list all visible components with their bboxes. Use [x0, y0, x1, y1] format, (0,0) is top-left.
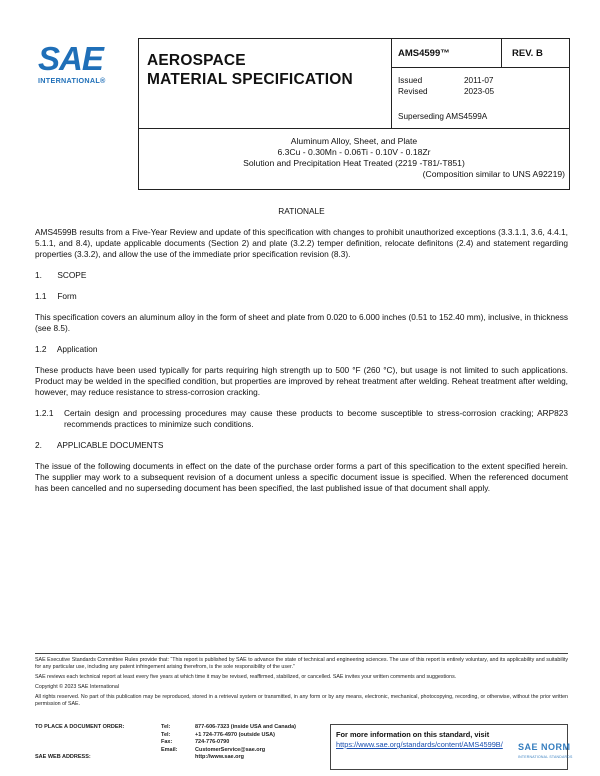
order-contact-block: [35, 724, 325, 762]
section-title: Form: [57, 291, 77, 301]
section-application-heading: [35, 344, 568, 355]
header-title-cell: [139, 39, 392, 129]
section-title: APPLICABLE DOCUMENTS: [56, 440, 164, 450]
watermark-text: SAE NORM: [518, 742, 571, 752]
section-number: 1.2: [35, 344, 47, 354]
section-121-text: Certain design and processing procedures may cause these products to become susceptible to stress-corrosion cracking; ARP823 recommends practices to minimize such conditions.: [64, 408, 568, 429]
issued-label: Issued: [398, 76, 423, 85]
tel2-value: +1 724-776-4970 (outside USA): [195, 731, 275, 738]
email-label: Email:: [161, 746, 178, 753]
section-title: Application: [56, 344, 98, 354]
issued-value: 2011-07: [464, 76, 494, 85]
section-title: SCOPE: [57, 270, 87, 280]
subject-line: 6.3Cu - 0.30Mn - 0.06Ti - 0.10V - 0.18Zr: [277, 147, 431, 157]
application-paragraph: These products have been used typically for parts requiring high strength up to 500 °F (260 °C), but usage is not limited to such applications. Product may be welded in the specified condition, but properties are improved by reheat treatment after welding. Reheat treatment after welding, however, may reduce resistance to stress-corrosion cracking.: [35, 365, 568, 397]
tel-value: 877-606-7323 (inside USA and Canada): [195, 724, 296, 730]
section-number: 1.2.1: [35, 408, 54, 418]
rationale-paragraph: AMS4599B results from a Five-Year Review and update of this specification with changes to prohibit unauthorized exceptions (3.3.1.1, 3.6, 4.4.1, 5.1.1, and 8.4), update applicable documents (Section 2) and plate (3.2.2) temper definition, relocate definitons (2.4) and statement regarding properties (3.3.2), and allow the use of the immediate prior specification revision (8.3).: [35, 227, 568, 259]
header-dates-cell: [392, 68, 569, 129]
document-body: [35, 206, 568, 504]
web-value[interactable]: http://www.sae.org: [195, 754, 244, 761]
watermark-subtext: INTERNATIONAL STANDARDS: [518, 755, 573, 759]
order-label: TO PLACE A DOCUMENT ORDER:: [35, 724, 125, 730]
footer-divider: [35, 653, 568, 654]
subject-line: Aluminum Alloy, Sheet, and Plate: [290, 136, 418, 146]
fine-print-review: SAE reviews each technical report at least every five years at which time it may be revised, reaffirmed, stabilized, or cancelled. SAE invites your written comments and suggestions.: [35, 674, 457, 680]
section-scope-heading: [35, 270, 568, 281]
applicable-documents-paragraph: The issue of the following documents in effect on the date of the purchase order forms a part of this specification to the extent specified herein. The supplier may work to a subsequent revision of a document unless a specific document issue is specified. When the referenced document has been cancelled and no superseding document has been specified, the last published issue of that document shall apply.: [35, 461, 568, 493]
footer-fine-print: [35, 657, 568, 711]
section-121: [35, 408, 568, 430]
header-title-line2: MATERIAL SPECIFICATION: [147, 71, 353, 88]
header-title-line1: AEROSPACE: [147, 52, 246, 69]
more-info-title: For more information on this standard, visit: [336, 730, 490, 739]
revised-label: Revised: [398, 87, 428, 96]
section-number: 1.1: [35, 291, 47, 301]
email-value[interactable]: CustomerService@sae.org: [195, 746, 266, 753]
fine-print-rights: All rights reserved. No part of this publication may be reproduced, stored in a retrieval system or transmitted, in any form or by any means, electronic, mechanical, photocopying, recording, or otherwise, without the prior written permission of SAE.: [35, 694, 568, 707]
doc-number: AMS4599™: [392, 39, 502, 68]
fax-value: 724-776-0790: [195, 739, 230, 746]
revision-label: REV. B: [502, 39, 569, 68]
section-number: 2.: [35, 440, 42, 450]
standard-link[interactable]: https://www.sae.org/standards/content/AMS4599B/: [336, 740, 503, 749]
subject-line: (Composition similar to UNS A92219): [422, 169, 565, 179]
fax-label: Fax:: [161, 739, 173, 746]
section-form-heading: [35, 291, 568, 302]
watermark-logo: [518, 742, 573, 762]
material-subject: [139, 129, 569, 189]
rationale-heading: RATIONALE: [278, 206, 325, 216]
fine-print-rules: SAE Executive Standards Committee Rules provide that: “This report is published by SAE to advance the state of technical and engineering sciences. The use of this report is entirely voluntary, and its applicability and suitability for any particular use, including any patent infringement arising therefrom, is the sole responsibility of the user.”: [35, 657, 568, 670]
sae-logo-mark: SAE: [38, 40, 103, 77]
spec-header-box: [138, 38, 570, 190]
section-applicable-documents-heading: [35, 440, 568, 451]
revised-value: 2023-05: [464, 87, 495, 96]
sae-logo: [38, 42, 124, 90]
subject-line: Solution and Precipitation Heat Treated (2219 -T81/-T851): [243, 158, 465, 168]
tel-label: Tel:: [161, 724, 171, 730]
fine-print-copyright: Copyright © 2023 SAE International: [35, 684, 119, 690]
form-paragraph: This specification covers an aluminum alloy in the form of sheet and plate from 0.020 to 6.000 inches (0.51 to 152.40 mm), inclusive, in thickness (see 8.5).: [35, 312, 568, 333]
web-label: SAE WEB ADDRESS:: [35, 754, 91, 761]
section-number: 1.: [35, 270, 42, 280]
sae-logo-subtitle: INTERNATIONAL®: [38, 76, 106, 85]
tel2-label: Tel:: [161, 731, 171, 738]
superseding-text: Superseding AMS4599A: [398, 112, 488, 121]
